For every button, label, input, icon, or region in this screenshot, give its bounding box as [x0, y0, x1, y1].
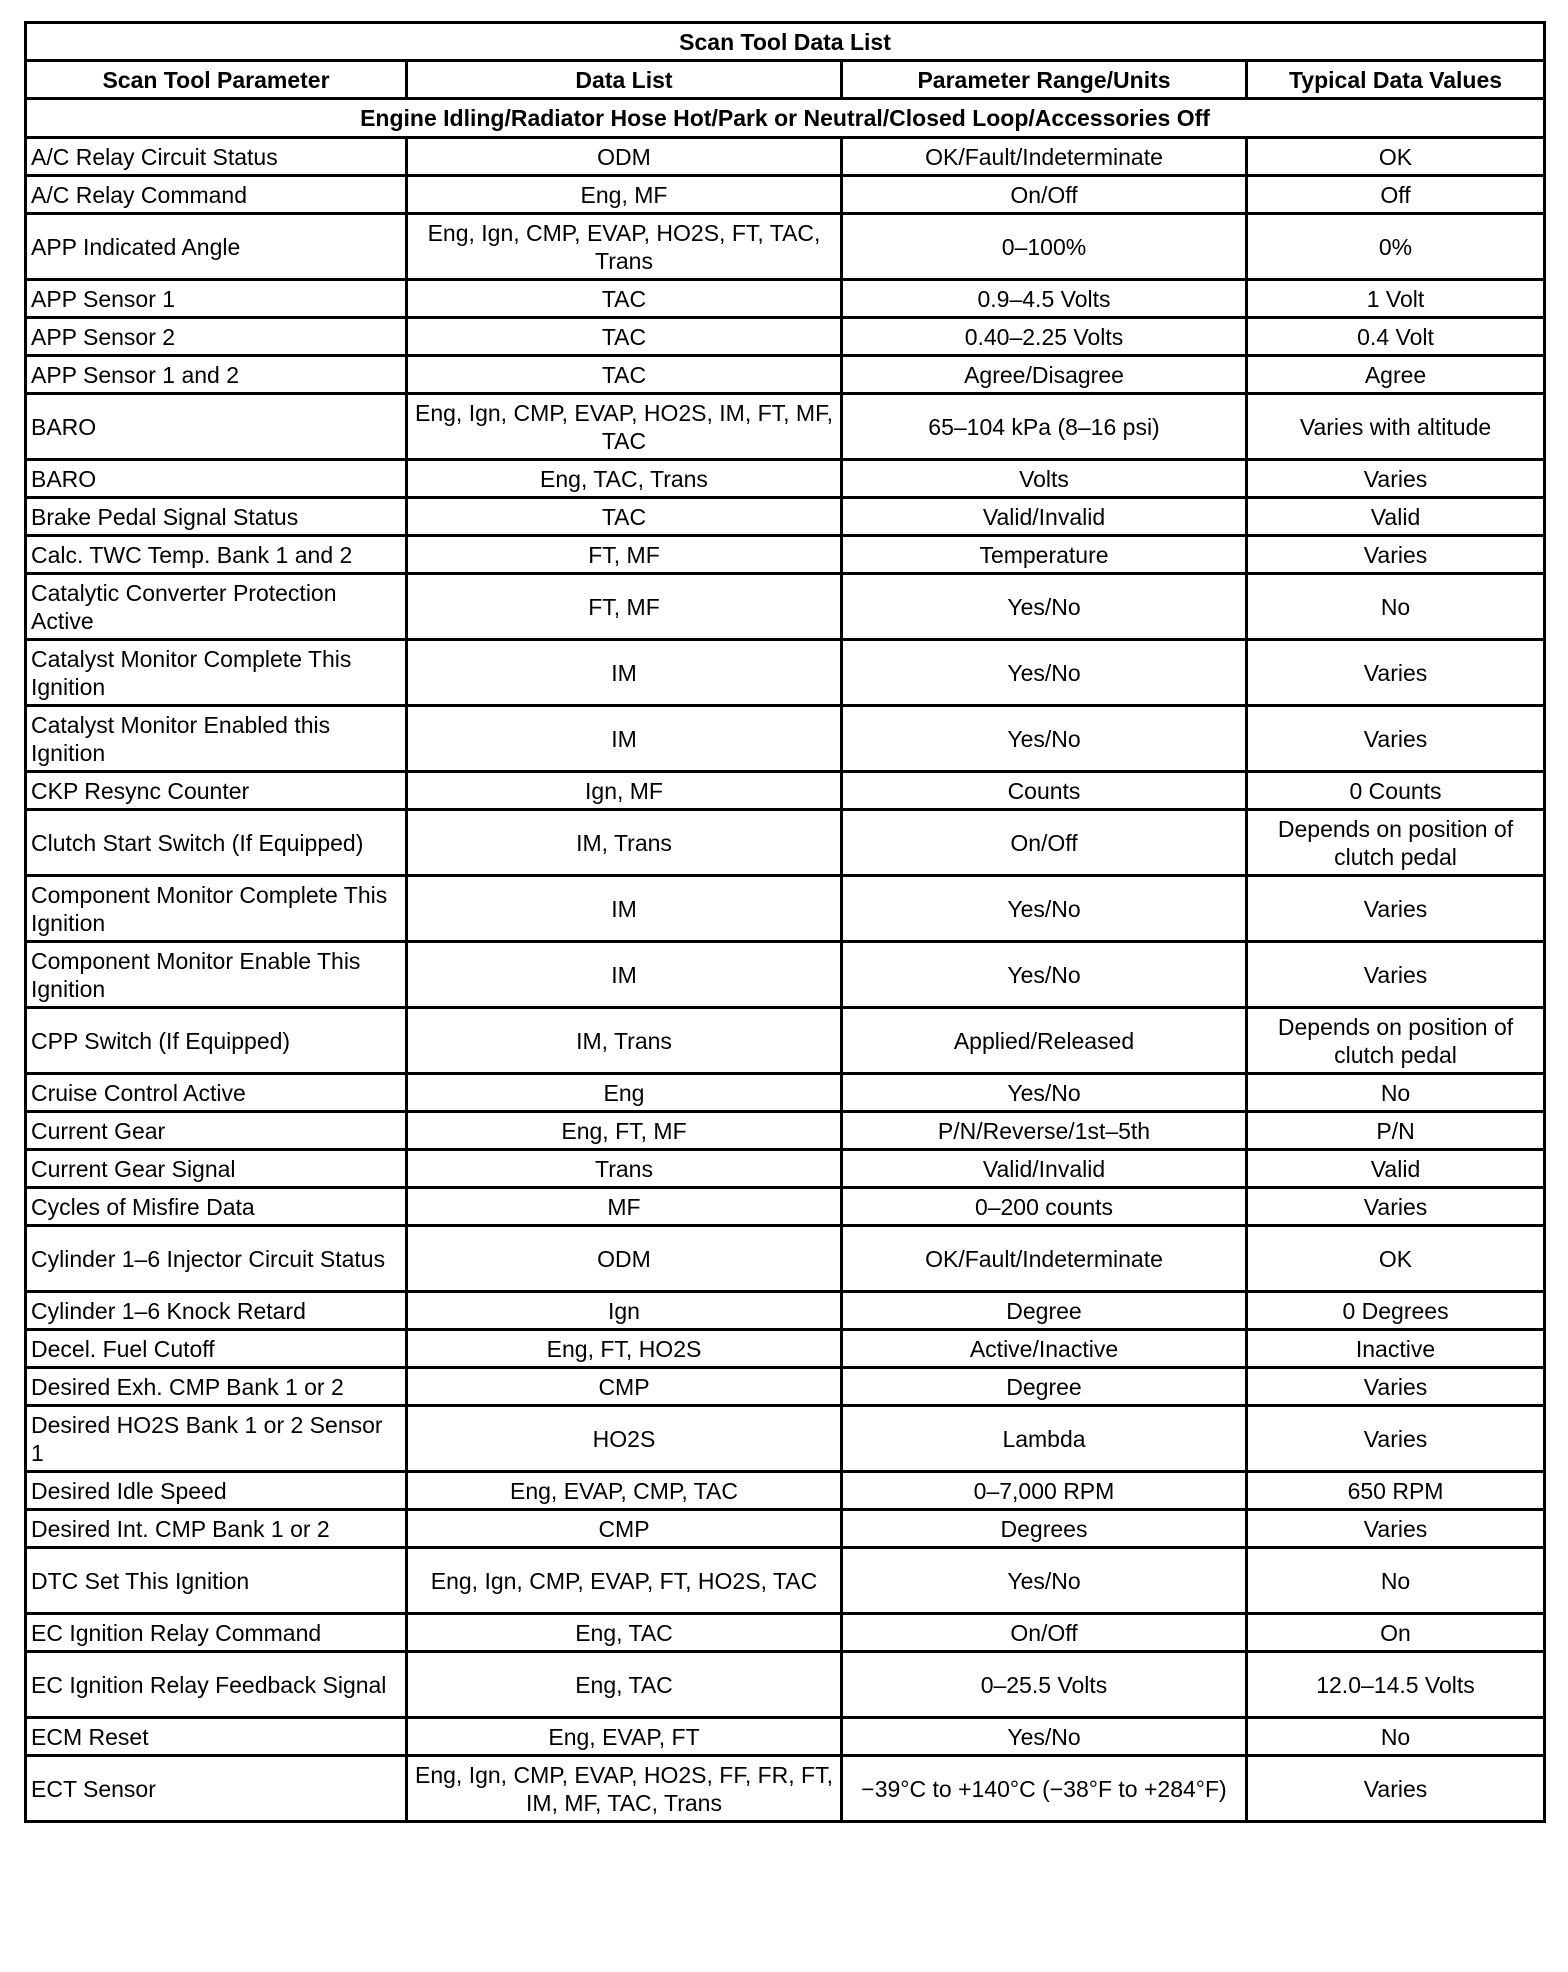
table-row — [26, 280, 1545, 318]
cell-typical-value: Varies — [1247, 1756, 1545, 1822]
cell-typical-value: Varies — [1247, 1368, 1545, 1406]
cell-typical-value: On — [1247, 1614, 1545, 1652]
table-row — [26, 810, 1545, 876]
cell-parameter: APP Sensor 1 — [26, 280, 407, 318]
table-title-row — [26, 23, 1545, 61]
cell-parameter: Desired Int. CMP Bank 1 or 2 — [26, 1510, 407, 1548]
cell-data-list: IM — [407, 876, 842, 942]
table-row — [26, 1652, 1545, 1718]
table-row — [26, 318, 1545, 356]
cell-data-list: ODM — [407, 1226, 842, 1292]
cell-range-units: On/Off — [842, 810, 1247, 876]
cell-typical-value: OK — [1247, 138, 1545, 176]
table-body — [26, 138, 1545, 1822]
column-header-range-units: Parameter Range/Units — [842, 61, 1247, 99]
table-row — [26, 356, 1545, 394]
cell-typical-value: 0% — [1247, 214, 1545, 280]
table-row — [26, 1112, 1545, 1150]
cell-range-units: Degree — [842, 1292, 1247, 1330]
cell-typical-value: Varies — [1247, 706, 1545, 772]
cell-typical-value: Inactive — [1247, 1330, 1545, 1368]
table-header-row — [26, 61, 1545, 99]
cell-parameter: CKP Resync Counter — [26, 772, 407, 810]
cell-parameter: BARO — [26, 394, 407, 460]
table-row — [26, 1074, 1545, 1112]
cell-parameter: Catalyst Monitor Enabled this Ignition — [26, 706, 407, 772]
cell-parameter: Desired Exh. CMP Bank 1 or 2 — [26, 1368, 407, 1406]
cell-parameter: Catalytic Converter Protection Active — [26, 574, 407, 640]
cell-typical-value: Varies with altitude — [1247, 394, 1545, 460]
cell-parameter: Desired Idle Speed — [26, 1472, 407, 1510]
cell-data-list: MF — [407, 1188, 842, 1226]
column-header-typical-values: Typical Data Values — [1247, 61, 1545, 99]
cell-typical-value: No — [1247, 1718, 1545, 1756]
cell-data-list: TAC — [407, 318, 842, 356]
cell-range-units: Yes/No — [842, 942, 1247, 1008]
cell-range-units: Yes/No — [842, 706, 1247, 772]
cell-data-list: Ign, MF — [407, 772, 842, 810]
cell-typical-value: Varies — [1247, 460, 1545, 498]
cell-parameter: ECT Sensor — [26, 1756, 407, 1822]
cell-data-list: Eng, FT, MF — [407, 1112, 842, 1150]
cell-data-list: Eng — [407, 1074, 842, 1112]
table-row — [26, 1718, 1545, 1756]
cell-typical-value: Varies — [1247, 640, 1545, 706]
cell-data-list: CMP — [407, 1510, 842, 1548]
table-row — [26, 1330, 1545, 1368]
cell-typical-value: Varies — [1247, 536, 1545, 574]
column-header-parameter: Scan Tool Parameter — [26, 61, 407, 99]
scan-tool-data-table — [24, 21, 1546, 1823]
table-row — [26, 1472, 1545, 1510]
cell-range-units: Yes/No — [842, 640, 1247, 706]
cell-range-units: 0–7,000 RPM — [842, 1472, 1247, 1510]
table-row — [26, 1368, 1545, 1406]
cell-typical-value: Off — [1247, 176, 1545, 214]
cell-data-list: Eng, EVAP, CMP, TAC — [407, 1472, 842, 1510]
cell-range-units: Valid/Invalid — [842, 498, 1247, 536]
cell-typical-value: 0 Degrees — [1247, 1292, 1545, 1330]
cell-parameter: DTC Set This Ignition — [26, 1548, 407, 1614]
cell-parameter: Current Gear — [26, 1112, 407, 1150]
table-row — [26, 1510, 1545, 1548]
cell-range-units: 0–25.5 Volts — [842, 1652, 1247, 1718]
cell-range-units: Yes/No — [842, 574, 1247, 640]
cell-typical-value: Varies — [1247, 942, 1545, 1008]
cell-range-units: Applied/Released — [842, 1008, 1247, 1074]
cell-range-units: Valid/Invalid — [842, 1150, 1247, 1188]
cell-range-units: Temperature — [842, 536, 1247, 574]
cell-data-list: Eng, TAC — [407, 1652, 842, 1718]
cell-data-list: IM — [407, 706, 842, 772]
cell-typical-value: Depends on position of clutch pedal — [1247, 810, 1545, 876]
table-row — [26, 1226, 1545, 1292]
cell-parameter: EC Ignition Relay Command — [26, 1614, 407, 1652]
cell-data-list: TAC — [407, 498, 842, 536]
cell-data-list: IM, Trans — [407, 1008, 842, 1074]
cell-data-list: Eng, EVAP, FT — [407, 1718, 842, 1756]
cell-data-list: IM — [407, 942, 842, 1008]
cell-data-list: IM — [407, 640, 842, 706]
cell-data-list: Eng, Ign, CMP, EVAP, FT, HO2S, TAC — [407, 1548, 842, 1614]
cell-data-list: TAC — [407, 280, 842, 318]
table-row — [26, 1292, 1545, 1330]
table-row — [26, 1008, 1545, 1074]
cell-typical-value: OK — [1247, 1226, 1545, 1292]
cell-range-units: Yes/No — [842, 1718, 1247, 1756]
cell-data-list: CMP — [407, 1368, 842, 1406]
cell-parameter: APP Sensor 2 — [26, 318, 407, 356]
cell-range-units: On/Off — [842, 176, 1247, 214]
cell-parameter: Decel. Fuel Cutoff — [26, 1330, 407, 1368]
table-row — [26, 876, 1545, 942]
cell-data-list: Trans — [407, 1150, 842, 1188]
cell-typical-value: 650 RPM — [1247, 1472, 1545, 1510]
cell-parameter: Calc. TWC Temp. Bank 1 and 2 — [26, 536, 407, 574]
cell-data-list: FT, MF — [407, 536, 842, 574]
table-row — [26, 138, 1545, 176]
table-row — [26, 1756, 1545, 1822]
table-row — [26, 574, 1545, 640]
cell-typical-value: Varies — [1247, 1406, 1545, 1472]
table-row — [26, 706, 1545, 772]
table-row — [26, 942, 1545, 1008]
cell-range-units: −39°C to +140°C (−38°F to +284°F) — [842, 1756, 1247, 1822]
cell-typical-value: Varies — [1247, 1510, 1545, 1548]
table-row — [26, 394, 1545, 460]
cell-parameter: Cycles of Misfire Data — [26, 1188, 407, 1226]
cell-parameter: Catalyst Monitor Complete This Ignition — [26, 640, 407, 706]
cell-parameter: Component Monitor Complete This Ignition — [26, 876, 407, 942]
cell-range-units: 0.40–2.25 Volts — [842, 318, 1247, 356]
cell-typical-value: Valid — [1247, 1150, 1545, 1188]
cell-typical-value: Varies — [1247, 1188, 1545, 1226]
cell-parameter: Brake Pedal Signal Status — [26, 498, 407, 536]
cell-range-units: Lambda — [842, 1406, 1247, 1472]
cell-range-units: OK/Fault/Indeterminate — [842, 138, 1247, 176]
cell-typical-value: P/N — [1247, 1112, 1545, 1150]
cell-typical-value: Depends on position of clutch pedal — [1247, 1008, 1545, 1074]
cell-parameter: Current Gear Signal — [26, 1150, 407, 1188]
cell-data-list: Ign — [407, 1292, 842, 1330]
cell-parameter: ECM Reset — [26, 1718, 407, 1756]
cell-range-units: On/Off — [842, 1614, 1247, 1652]
table-row — [26, 640, 1545, 706]
cell-range-units: 0.9–4.5 Volts — [842, 280, 1247, 318]
table-row — [26, 1548, 1545, 1614]
cell-parameter: Component Monitor Enable This Ignition — [26, 942, 407, 1008]
table-row — [26, 536, 1545, 574]
table-row — [26, 1406, 1545, 1472]
table-title: Scan Tool Data List — [26, 23, 1545, 61]
cell-range-units: Counts — [842, 772, 1247, 810]
cell-range-units: Volts — [842, 460, 1247, 498]
cell-typical-value: No — [1247, 1548, 1545, 1614]
table-row — [26, 176, 1545, 214]
cell-range-units: 0–100% — [842, 214, 1247, 280]
cell-data-list: Eng, FT, HO2S — [407, 1330, 842, 1368]
cell-range-units: Yes/No — [842, 1548, 1247, 1614]
cell-data-list: Eng, Ign, CMP, EVAP, HO2S, IM, FT, MF, TAC — [407, 394, 842, 460]
cell-parameter: BARO — [26, 460, 407, 498]
cell-parameter: Desired HO2S Bank 1 or 2 Sensor 1 — [26, 1406, 407, 1472]
cell-typical-value: Varies — [1247, 876, 1545, 942]
cell-data-list: Eng, TAC, Trans — [407, 460, 842, 498]
cell-range-units: Yes/No — [842, 1074, 1247, 1112]
cell-range-units: P/N/Reverse/1st–5th — [842, 1112, 1247, 1150]
cell-data-list: HO2S — [407, 1406, 842, 1472]
cell-typical-value: 12.0–14.5 Volts — [1247, 1652, 1545, 1718]
table-row — [26, 214, 1545, 280]
cell-parameter: Cylinder 1–6 Injector Circuit Status — [26, 1226, 407, 1292]
cell-typical-value: No — [1247, 574, 1545, 640]
cell-parameter: Cylinder 1–6 Knock Retard — [26, 1292, 407, 1330]
table-row — [26, 1188, 1545, 1226]
cell-data-list: ODM — [407, 138, 842, 176]
cell-typical-value: 1 Volt — [1247, 280, 1545, 318]
cell-typical-value: 0 Counts — [1247, 772, 1545, 810]
cell-parameter: EC Ignition Relay Feedback Signal — [26, 1652, 407, 1718]
cell-data-list: Eng, MF — [407, 176, 842, 214]
cell-parameter: Clutch Start Switch (If Equipped) — [26, 810, 407, 876]
table-row — [26, 498, 1545, 536]
cell-typical-value: No — [1247, 1074, 1545, 1112]
cell-range-units: Degree — [842, 1368, 1247, 1406]
cell-range-units: 65–104 kPa (8–16 psi) — [842, 394, 1247, 460]
cell-typical-value: 0.4 Volt — [1247, 318, 1545, 356]
cell-data-list: IM, Trans — [407, 810, 842, 876]
cell-range-units: Degrees — [842, 1510, 1247, 1548]
cell-parameter: Cruise Control Active — [26, 1074, 407, 1112]
cell-parameter: APP Indicated Angle — [26, 214, 407, 280]
cell-typical-value: Agree — [1247, 356, 1545, 394]
section-heading: Engine Idling/Radiator Hose Hot/Park or Neutral/Closed Loop/Accessories Off — [26, 99, 1545, 138]
table-row — [26, 1614, 1545, 1652]
cell-range-units: 0–200 counts — [842, 1188, 1247, 1226]
cell-range-units: Agree/Disagree — [842, 356, 1247, 394]
cell-data-list: Eng, TAC — [407, 1614, 842, 1652]
column-header-data-list: Data List — [407, 61, 842, 99]
cell-data-list: FT, MF — [407, 574, 842, 640]
cell-parameter: A/C Relay Command — [26, 176, 407, 214]
cell-range-units: Active/Inactive — [842, 1330, 1247, 1368]
cell-parameter: A/C Relay Circuit Status — [26, 138, 407, 176]
cell-parameter: APP Sensor 1 and 2 — [26, 356, 407, 394]
cell-typical-value: Valid — [1247, 498, 1545, 536]
cell-range-units: Yes/No — [842, 876, 1247, 942]
table-row — [26, 772, 1545, 810]
cell-data-list: TAC — [407, 356, 842, 394]
section-row — [26, 99, 1545, 138]
table-row — [26, 460, 1545, 498]
cell-data-list: Eng, Ign, CMP, EVAP, HO2S, FT, TAC, Trans — [407, 214, 842, 280]
cell-data-list: Eng, Ign, CMP, EVAP, HO2S, FF, FR, FT, IM, MF, TAC, Trans — [407, 1756, 842, 1822]
table-row — [26, 1150, 1545, 1188]
cell-range-units: OK/Fault/Indeterminate — [842, 1226, 1247, 1292]
cell-parameter: CPP Switch (If Equipped) — [26, 1008, 407, 1074]
